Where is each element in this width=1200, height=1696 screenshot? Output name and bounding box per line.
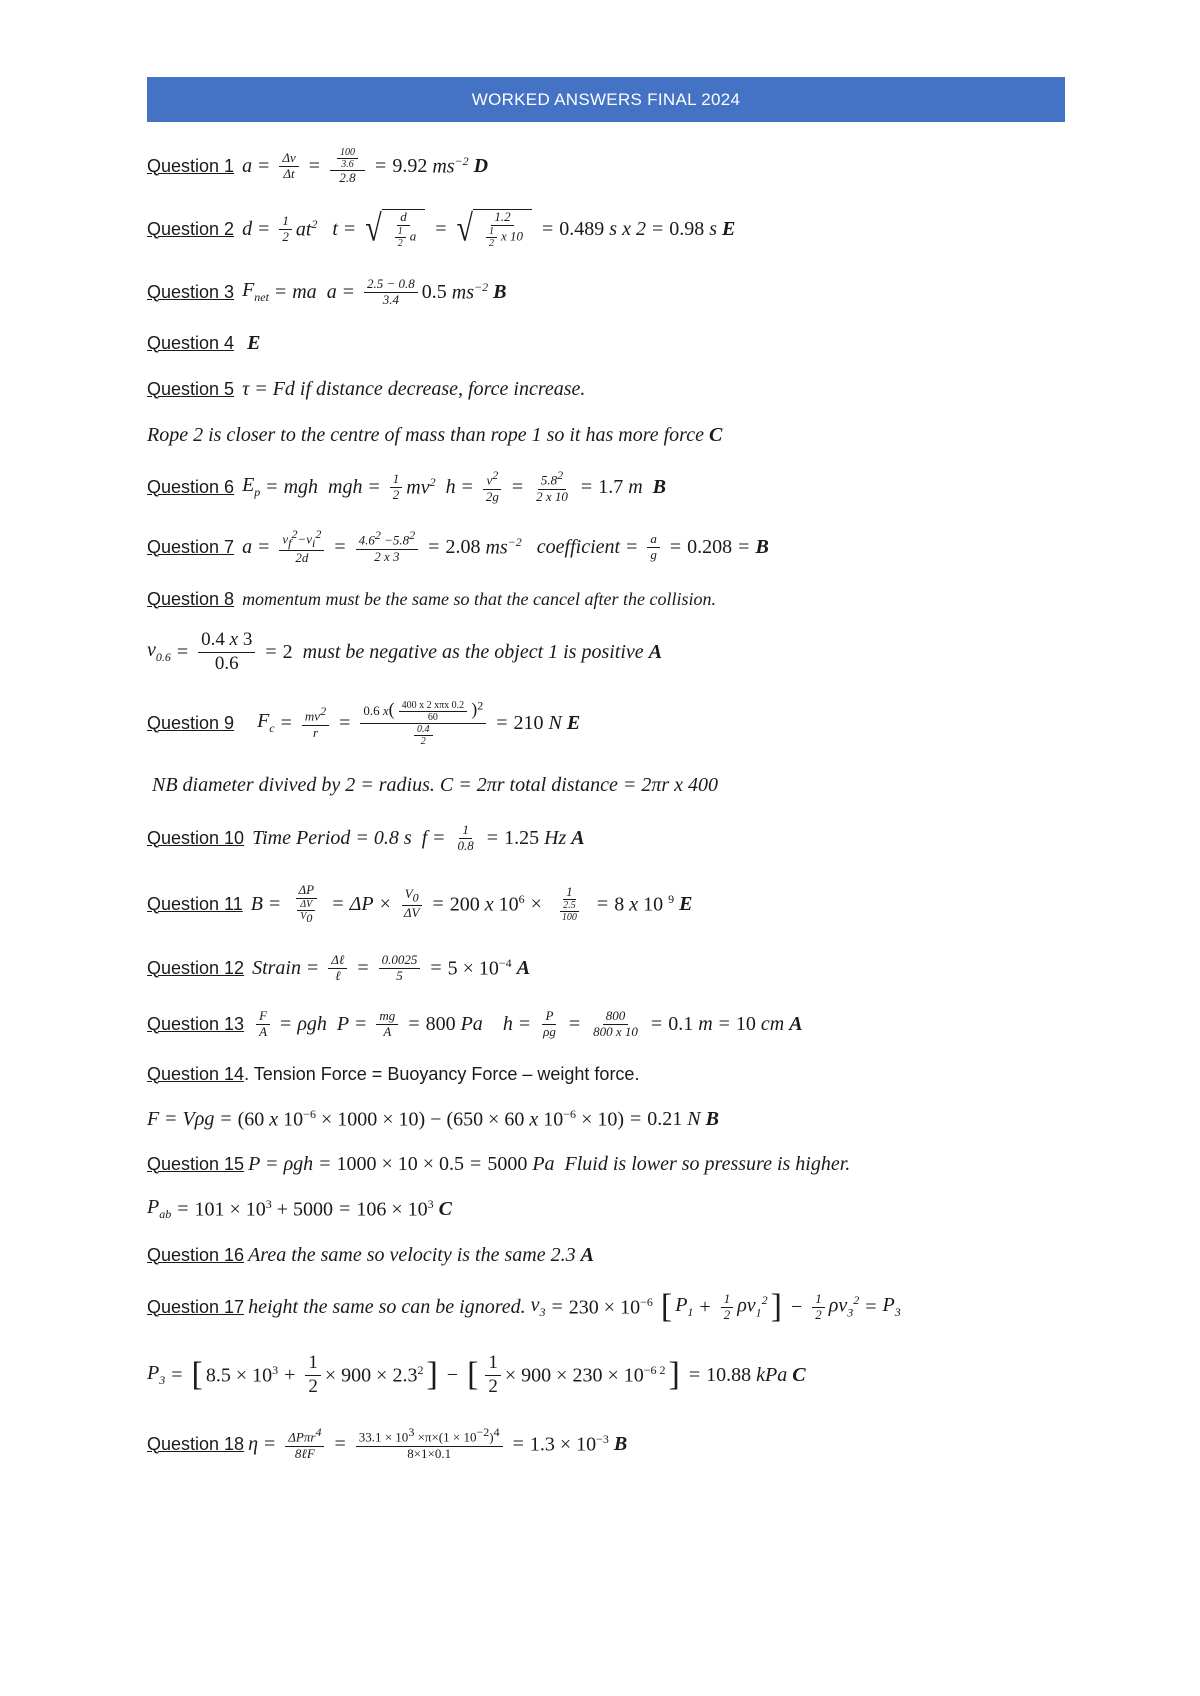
- explanation-text: Time Period = 0.8 s: [252, 826, 412, 849]
- question-label: Question 4: [147, 332, 235, 353]
- question-label: Question 5: [147, 378, 235, 399]
- explanation-text: Fluid is lower so pressure is higher.: [564, 1152, 851, 1175]
- question-label: Question 17: [147, 1296, 245, 1317]
- answer-choice: E: [722, 217, 736, 240]
- answer-choice: A: [789, 1012, 803, 1035]
- answer-choice: D: [473, 154, 489, 177]
- question-label: Question 10: [147, 827, 245, 848]
- explanation-text: Area the same so velocity is the same 2.3: [248, 1243, 576, 1266]
- answer-choice: C: [438, 1197, 452, 1220]
- answer-choice: E: [247, 331, 261, 354]
- explanation-text: . Tension Force = Buoyancy Force – weight force.: [244, 1063, 640, 1084]
- answer-choice: A: [580, 1243, 594, 1266]
- answer-line-q12: Question 12 Strain = $\frac{\text{Δℓ}}{\text{ℓ}}$ = $\frac{0.0025}{5}$ = $5 \times 10^{-4}$ A: [147, 951, 531, 983]
- explanation-text: Rope 2 is closer to the centre of mass than rope 1 so it has more force: [147, 423, 704, 446]
- answer-choice: B: [493, 280, 507, 303]
- answer-line-q14-calc: F = Vρg = (60 x $10^{-6} \times 1000 \times 10) - (650 \times 60$ x $10^{-6} \times 10$) = 0.21 N B: [147, 1106, 719, 1131]
- question-label: Question 15: [147, 1153, 245, 1174]
- answer-choice: B: [705, 1107, 719, 1130]
- answer-line-q6: Question 6 $E_p$ = mgh mgh = $\frac{1}{2}$ $mv^2$ h = $\frac{v^2}{2g}$ = $\frac{5.8^2}{2 x 10}$ = 1.7 m B: [147, 468, 666, 504]
- answer-line-q3: Question 3 $F_{net}$ = ma a = $\frac{2.5 - 0.8}{3.4}$ 0.5 $ms^{-2}$ B: [147, 275, 507, 307]
- question-label: Question 6: [147, 476, 235, 497]
- answer-choice: B: [652, 475, 666, 498]
- answer-choice: A: [571, 826, 585, 849]
- answer-choice: A: [648, 640, 663, 663]
- answer-line-q18: Question 18 η = $\frac{\Delta P\pi r^4}{\text{8ℓF}}$ = $\frac{33.1 \times 10^3 \times\pi\times(1 \times 10^{-2})^4}{8\times 1\times 0.1}$ = $1.3 \times 10^{-3}$ B: [147, 1425, 628, 1461]
- answer-line-q7: Question 7 a = $\frac{v_f^2-v_i^2}{2d}$ = $\frac{4.6^2 -5.8^2}{2 x 3}$ = 2.08 $ms^{-2}$ coefficient = $\frac{a}{g}$ = 0.208 = B: [147, 526, 769, 566]
- question-label: Question 13: [147, 1013, 245, 1034]
- explanation-text: height the same so can be ignored.: [248, 1295, 526, 1318]
- answer-line-q9-note: [147, 762, 1077, 808]
- answer-line-q1: Question 1 a = $\frac{\Delta v}{\Delta t}$ = $\frac{\frac{100}{3.6}}{2.8}$ = 9.92 $ms^{-2}$ D: [147, 146, 489, 185]
- answer-line-q4: [147, 320, 1077, 366]
- question-label: Question 11: [147, 893, 243, 914]
- answer-choice: C: [708, 423, 723, 446]
- answer-line-q15-calc: $P_{ab}$ = $101 \times 10^3 + 5000$ = $106 \times 10^3$ C: [147, 1196, 452, 1221]
- explanation-text: NB diameter divived by 2 = radius. C = 2πr total distance = 2πr x 400: [152, 773, 719, 796]
- answer-line-q5-note: [147, 412, 1077, 458]
- answers-list: [147, 138, 1077, 1474]
- answer-line-q8: [147, 578, 1077, 620]
- question-label: Question 9: [147, 712, 235, 733]
- question-label: Question 1: [147, 155, 235, 176]
- answer-choice: E: [566, 711, 581, 734]
- question-label: Question 8: [147, 588, 235, 609]
- explanation-text: momentum must be the same so that the cancel after the collision.: [242, 588, 716, 609]
- answer-line-q17-calc: $P_3$ = [ $8.5 \times 10^3$ + $\frac{1}{2}$ × $900 \times 2.3^2$ ] − [ $\frac{1}{2}$ × $900 \times 230 \times 10^{-6 2}$ ] = 10.88 kPa C: [147, 1351, 806, 1397]
- answer-line-q15: Question 15 P = ρgh = 1000 × 10 × 0.5 = 5000 Pa Fluid is lower so pressure is higher.: [147, 1152, 851, 1175]
- answer-line-q10: Question 10 Time Period = 0.8 s f = $\frac{1}{0.8}$ = 1.25 Hz A: [147, 821, 585, 853]
- question-label: Question 18: [147, 1433, 245, 1454]
- answer-choice: E: [679, 892, 693, 915]
- answer-line-q16: [147, 1232, 1077, 1278]
- question-label: Question 12: [147, 957, 245, 978]
- answer-choice: C: [792, 1363, 806, 1386]
- answer-choice: B: [613, 1432, 628, 1455]
- explanation-text: τ = Fd if distance decrease, force increase.: [242, 377, 586, 400]
- question-label: Question 3: [147, 281, 235, 302]
- answer-choice: B: [755, 535, 769, 558]
- answer-line-q14: [147, 1052, 1077, 1096]
- answer-line-q8-calc: $v_{0.6}$ = $\frac{0.4 x 3}{0.6}$ = 2 must be negative as the object 1 is positive A: [147, 628, 663, 674]
- answer-line-q17: Question 17 height the same so can be ignored. $v_3$ = $230 \times 10^{-6}$ [ $P_1$ + $\frac{1}{2}$ $\rho v_1^2$ ] − $\frac{1}{2}$ $\rho v_3^2$ = $P_3$: [147, 1288, 901, 1325]
- answer-line-q11: Question 11 B = $\frac{\Delta P}{\frac{\Delta V}{V_0}}$ = ΔP × $\frac{V_0}{\Delta V}$ = 200 x $10^6$ × $\frac{1}{\frac{2.5}{100}}$ = 8 x 10 $^9$ E: [147, 881, 693, 925]
- answer-line-q5: [147, 366, 1077, 412]
- answer-line-q2: Question 2 d = $\frac{1}{2}$ $at^2$ t = √ d $\frac{1}{2}$ a = √ 1.2 $\frac{1}{2}$ x 10 = 0.489 s x 2 = 0.98 s E: [147, 207, 736, 249]
- explanation-text: must be negative as the object 1 is positive: [302, 640, 644, 663]
- question-label: Question 7: [147, 536, 235, 557]
- answer-line-q9: Question 9 $F_c$ = $\frac{mv^2}{r}$ = 0.6 x( $\frac{\text{400 x 2 xπx 0.2}}{60}$ )$^2$ $\frac{0.4}{2}$ = 210 N E: [147, 698, 581, 748]
- question-label: Question 16: [147, 1244, 245, 1265]
- question-label: Question 14: [147, 1063, 245, 1084]
- answer-choice: A: [516, 956, 531, 979]
- header-banner: [147, 77, 1065, 122]
- question-label: Question 2: [147, 218, 235, 239]
- page-title: WORKED ANSWERS FINAL 2024: [471, 89, 741, 109]
- answer-line-q13: Question 13 $\frac{F}{A}$ = ρgh P = $\frac{mg}{A}$ = 800 Pa h = $\frac{P}{\rho g}$ = $\frac{800}{800 x 10}$ = 0.1 m = 10 cm A: [147, 1007, 803, 1039]
